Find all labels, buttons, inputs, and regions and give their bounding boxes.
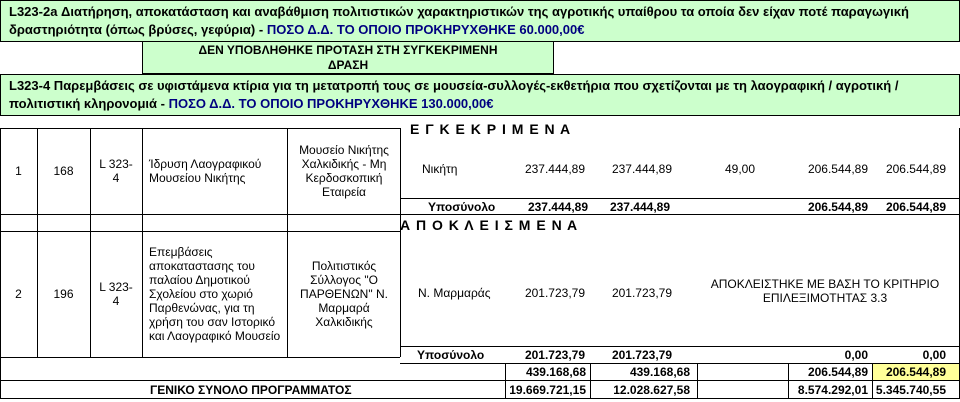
excluded-subtotal-v4: 0,00 [922,348,946,362]
row-1-v3: 206.544,89 [807,162,868,176]
total-v1: 439.168,68 [525,365,586,379]
section-a-title: L323-2a Διατήρηση, αποκατάσταση και αναβάθμιση πολιτιστικών χαρακτηριστικών της αγροτικής υπαίθρου τα οποία δεν είχαν ποτέ παραγωγική δραστηριότητα (όπως βρύσες, γεφύρια) - [9,4,909,37]
row-2-code: 196 [53,287,74,301]
excluded-subtotal-v2: 201.723,79 [611,348,672,362]
row-2-v1: 201.723,79 [524,286,585,300]
grand-total-v2: 12.028.627,58 [613,383,690,397]
row-2-area: Ν. Μαρμαράς [418,286,491,300]
row-1-beneficiary: Μουσείο Νικήτης Χαλκιδικής - Μη Κερδοσκοπική Εταιρεία [299,143,389,199]
row-1-v1: 237.444,89 [524,162,585,176]
grand-total-v4: 5.345.740,55 [875,383,946,397]
approved-subtotal-label: Υποσύνολο [428,200,496,214]
section-a-notice [142,42,554,74]
section-a-header [0,0,960,42]
approved-subtotal-v2: 237.444,89 [609,200,670,214]
row-1-area: Νικήτη [422,162,458,176]
total-v3: 206.544,89 [807,365,868,379]
row-1-v4: 206.544,89 [885,162,946,176]
row-1-v2: 237.444,89 [611,162,672,176]
grand-total-v3: 8.574.292,01 [797,383,868,397]
total-v4: 206.544,89 [885,365,946,379]
excluded-header: Α Π Ο Κ Λ Ε Ι Σ Μ Ε Ν Α [400,217,579,233]
approved-subtotal-v4: 206.544,89 [885,200,946,214]
row-2-project: Επεμβάσεις αποκαταστασης του παλαίου Δημοτικού Σχολείου στο χωριό Παρθενώνας, για τη χρήση του σαν Ιστορικό και Λαογραφικό Μουσείο [149,245,281,343]
approved-subtotal-v1: 237.444,89 [527,200,588,214]
total-v2: 439.168,68 [629,365,690,379]
row-2-exclusion-note: ΑΠΟΚΛΕΙΣΤΗΚΕ ΜΕ ΒΑΣΗ ΤΟ ΚΡΙΤΗΡΙΟ ΕΠΙΛΕΞΙΜΟΤΗΤΑΣ 3.3 [710,277,940,305]
row-2-no: 2 [15,287,22,301]
grand-total-label: ΓΕΝΙΚΟ ΣΥΝΟΛΟ ΠΡΟΓΡΑΜΜΑΤΟΣ [150,383,352,397]
notice-line-1: ΔΕΝ ΥΠΟΒΛΗΘΗΚΕ ΠΡΟΤΑΣΗ ΣΤΗ ΣΥΓΚΕΚΡΙΜΕΝΗ [198,43,498,57]
section-b-amount: ΠΟΣΟ Δ.Δ. ΤΟ ΟΠΟΙΟ ΠΡΟΚΗΡΥΧΘΗΚΕ 130.000,00€ [168,96,494,111]
row-1-pct: 49,00 [724,162,755,176]
section-b-header [0,74,960,116]
section-b-title: L323-4 Παρεμβάσεις σε υφιστάμενα κτίρια για τη μετατροπή τους σε μουσεία-συλλογές-εκθετήρια που σχετίζονται με τη λαογραφική / αγροτική / πολιτιστική κληρονομιά - [9,78,899,111]
row-2-measure: L 323-4 [99,280,133,308]
notice-line-2: ΔΡΑΣΗ [327,58,369,72]
approved-header: Ε Γ Κ Ε Κ Ρ Ι Μ Ε Ν Α [410,121,572,137]
excluded-subtotal-label: Υποσύνολο [417,348,485,362]
row-1-no: 1 [15,164,22,178]
row-2-v2: 201.723,79 [611,286,672,300]
approved-subtotal-v3: 206.544,89 [807,200,868,214]
excluded-subtotal-v1: 201.723,79 [524,348,585,362]
excluded-subtotal-v3: 0,00 [844,348,868,362]
row-2-beneficiary: Πολιτιστικός Σύλλογος "Ο ΠΑΡΘΕΝΩΝ" Ν. Μαρμαρά Χαλκιδικής [300,259,388,329]
row-1-code: 168 [53,164,74,178]
section-a-amount: ΠΟΣΟ Δ.Δ. ΤΟ ΟΠΟΙΟ ΠΡΟΚΗΡΥΧΘΗΚΕ 60.000,00€ [266,22,585,37]
row-1-measure: L 323-4 [99,157,133,185]
row-1-project: Ίδρυση Λαογραφικού Μουσείου Νικήτης [149,157,262,185]
grand-total-v1: 19.669.721,15 [509,383,586,397]
